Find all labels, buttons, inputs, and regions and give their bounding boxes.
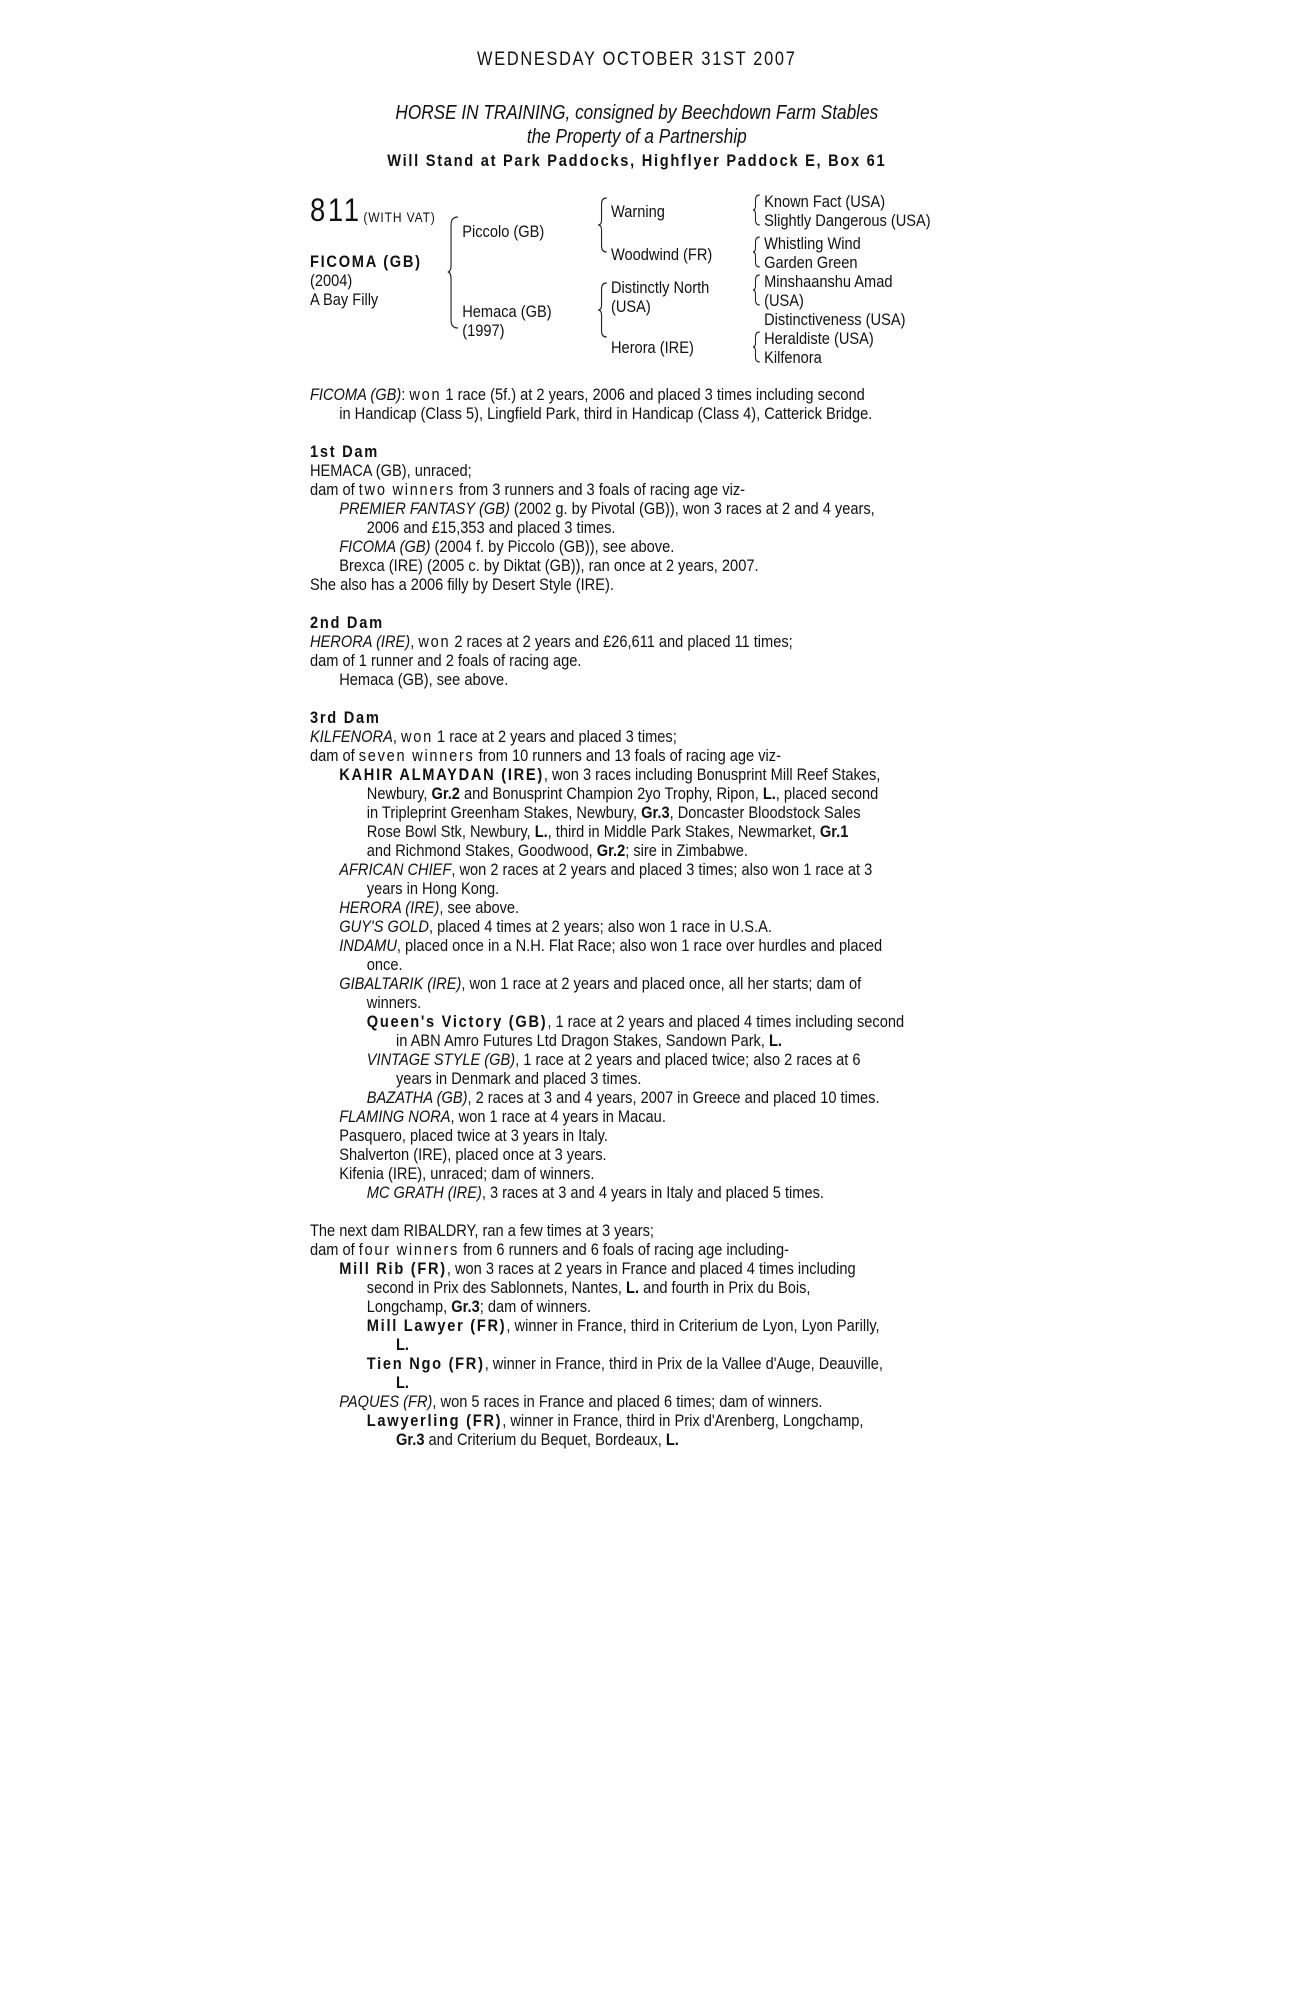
text-line: PREMIER FANTASY (GB) (2002 g. by Pivotal (GB)), won 3 races at 2 and 4 years, bbox=[339, 499, 875, 518]
pedigree-sire-dam: Woodwind (FR) bbox=[611, 245, 713, 264]
text-line: BAZATHA (GB), 2 races at 3 and 4 years, 2007 in Greece and placed 10 times. bbox=[366, 1088, 880, 1107]
text-line: HERORA (IRE), won 2 races at 2 years and £26,611 and placed 11 times; bbox=[310, 632, 793, 651]
pedigree-brace-g4 bbox=[753, 330, 762, 364]
section-heading: 2nd Dam bbox=[310, 613, 384, 632]
property-line: the Property of a Partnership bbox=[526, 126, 747, 148]
pedigree-dam: Hemaca (GB) bbox=[462, 302, 552, 321]
text-line: PAQUES (FR), won 5 races in France and placed 6 times; dam of winners. bbox=[339, 1392, 823, 1411]
text-line: FLAMING NORA, won 1 race at 4 years in Macau. bbox=[339, 1107, 666, 1126]
text-line: Hemaca (GB), see above. bbox=[339, 670, 509, 689]
text-line: VINTAGE STYLE (GB), 1 race at 2 years and placed twice; also 2 races at 6 bbox=[366, 1050, 861, 1069]
text-line: Mill Rib (FR), won 3 races at 2 years in France and placed 4 times including bbox=[339, 1259, 856, 1278]
text-line: The next dam RIBALDRY, ran a few times at 3 years; bbox=[310, 1221, 654, 1240]
pedigree-dam-sire-country: (USA) bbox=[611, 297, 651, 316]
spacer bbox=[310, 423, 1084, 442]
text-line: MC GRATH (IRE), 3 races at 3 and 4 years in Italy and placed 5 times. bbox=[366, 1183, 824, 1202]
text-line: L. bbox=[396, 1335, 409, 1354]
text-line: INDAMU, placed once in a N.H. Flat Race; also won 1 race over hurdles and placed bbox=[339, 936, 883, 955]
pedigree-brace-main bbox=[448, 215, 460, 330]
consignment-line: HORSE IN TRAINING, consigned by Beechdown Farm Stables bbox=[395, 102, 879, 124]
text-line: Rose Bowl Stk, Newbury, L., third in Middle Park Stakes, Newmarket, Gr.1 bbox=[366, 822, 849, 841]
text-line: HEMACA (GB), unraced; bbox=[310, 461, 472, 480]
vat-label: (WITH VAT) bbox=[363, 209, 436, 225]
pedigree-brace-g2 bbox=[753, 235, 762, 269]
spacer bbox=[310, 1202, 1084, 1221]
pedigree-sire: Piccolo (GB) bbox=[462, 222, 545, 241]
text-line: and Richmond Stakes, Goodwood, Gr.2; sire in Zimbabwe. bbox=[366, 841, 748, 860]
text-line: years in Denmark and placed 3 times. bbox=[396, 1069, 642, 1088]
text-line: FICOMA (GB) (2004 f. by Piccolo (GB)), see above. bbox=[339, 537, 675, 556]
text-line: in Handicap (Class 5), Lingfield Park, third in Handicap (Class 4), Catterick Bridge. bbox=[339, 404, 873, 423]
horse-name: FICOMA (GB) bbox=[310, 252, 422, 271]
spacer bbox=[310, 689, 1084, 708]
location-line: Will Stand at Park Paddocks, Highflyer Paddock E, Box 61 bbox=[387, 151, 887, 170]
spacer bbox=[310, 594, 1084, 613]
text-line: AFRICAN CHIEF, won 2 races at 2 years and placed 3 times; also won 1 race at 3 bbox=[339, 860, 873, 879]
text-line: Brexca (IRE) (2005 c. by Diktat (GB)), ran once at 2 years, 2007. bbox=[339, 556, 759, 575]
text-line: dam of seven winners from 10 runners and 13 foals of racing age viz- bbox=[310, 746, 781, 765]
text-line: winners. bbox=[366, 993, 422, 1012]
text-line: once. bbox=[366, 955, 403, 974]
text-line: Tien Ngo (FR), winner in France, third in Prix de la Vallee d'Auge, Deauville, bbox=[366, 1354, 883, 1373]
pedigree-g8: Kilfenora bbox=[764, 348, 822, 367]
text-line: in ABN Amro Futures Ltd Dragon Stakes, Sandown Park, L. bbox=[396, 1031, 782, 1050]
pedigree-brace-g3 bbox=[753, 273, 762, 307]
text-line: FICOMA (GB): won 1 race (5f.) at 2 years, 2006 and placed 3 times including second bbox=[310, 385, 865, 404]
text-line: years in Hong Kong. bbox=[366, 879, 500, 898]
pedigree-brace-sire bbox=[598, 196, 608, 254]
pedigree-dam-sire: Distinctly North bbox=[611, 278, 710, 297]
race-record-text bbox=[310, 385, 1084, 1449]
horse-description: A Bay Filly bbox=[310, 290, 379, 309]
text-line: Kifenia (IRE), unraced; dam of winners. bbox=[339, 1164, 595, 1183]
text-line: second in Prix des Sablonnets, Nantes, L. and fourth in Prix du Bois, bbox=[366, 1278, 811, 1297]
text-line: GIBALTARIK (IRE), won 1 race at 2 years and placed once, all her starts; dam of bbox=[339, 974, 862, 993]
sale-date: WEDNESDAY OCTOBER 31ST 2007 bbox=[477, 49, 797, 70]
text-line: dam of four winners from 6 runners and 6 foals of racing age including- bbox=[310, 1240, 790, 1259]
text-line: KAHIR ALMAYDAN (IRE), won 3 races including Bonusprint Mill Reef Stakes, bbox=[339, 765, 881, 784]
text-line: Gr.3 and Criterium du Bequet, Bordeaux, L. bbox=[396, 1430, 679, 1449]
pedigree-g2: Slightly Dangerous (USA) bbox=[764, 211, 931, 230]
text-line: HERORA (IRE), see above. bbox=[339, 898, 520, 917]
horse-year: (2004) bbox=[310, 271, 353, 290]
text-line: She also has a 2006 filly by Desert Style (IRE). bbox=[310, 575, 614, 594]
text-line: Longchamp, Gr.3; dam of winners. bbox=[366, 1297, 592, 1316]
text-line: L. bbox=[396, 1373, 409, 1392]
pedigree-sire-sire: Warning bbox=[611, 202, 665, 221]
text-line: dam of two winners from 3 runners and 3 foals of racing age viz- bbox=[310, 480, 745, 499]
text-line: in Tripleprint Greenham Stakes, Newbury, Gr.3, Doncaster Bloodstock Sales bbox=[366, 803, 861, 822]
text-line: Queen's Victory (GB), 1 race at 2 years and placed 4 times including second bbox=[366, 1012, 905, 1031]
text-line: Newbury, Gr.2 and Bonusprint Champion 2yo Trophy, Ripon, L., placed second bbox=[366, 784, 879, 803]
section-heading: 3rd Dam bbox=[310, 708, 381, 727]
text-line: KILFENORA, won 1 race at 2 years and placed 3 times; bbox=[310, 727, 677, 746]
text-line: Lawyerling (FR), winner in France, third in Prix d'Arenberg, Longchamp, bbox=[366, 1411, 864, 1430]
text-line: Shalverton (IRE), placed once at 3 years. bbox=[339, 1145, 607, 1164]
pedigree-g6: Distinctiveness (USA) bbox=[764, 310, 906, 329]
text-line: dam of 1 runner and 2 foals of racing age. bbox=[310, 651, 582, 670]
pedigree-dam-year: (1997) bbox=[462, 321, 505, 340]
pedigree-g5: Minshaanshu Amad bbox=[764, 272, 893, 291]
pedigree-g4: Garden Green bbox=[764, 253, 858, 272]
pedigree-g3: Whistling Wind bbox=[764, 234, 861, 253]
pedigree-dam-dam: Herora (IRE) bbox=[611, 338, 694, 357]
lot-number: 811 bbox=[310, 192, 362, 228]
text-line: Pasquero, placed twice at 3 years in Italy. bbox=[339, 1126, 608, 1145]
pedigree-brace-g1 bbox=[753, 193, 762, 227]
pedigree-g7: Heraldiste (USA) bbox=[764, 329, 874, 348]
pedigree-brace-dam bbox=[598, 281, 608, 339]
pedigree-g1: Known Fact (USA) bbox=[764, 192, 886, 211]
text-line: 2006 and £15,353 and placed 3 times. bbox=[366, 518, 616, 537]
pedigree-g5-country: (USA) bbox=[764, 291, 804, 310]
text-line: GUY'S GOLD, placed 4 times at 2 years; also won 1 race in U.S.A. bbox=[339, 917, 772, 936]
text-line: Mill Lawyer (FR), winner in France, third in Criterium de Lyon, Lyon Parilly, bbox=[366, 1316, 880, 1335]
section-heading: 1st Dam bbox=[310, 442, 379, 461]
